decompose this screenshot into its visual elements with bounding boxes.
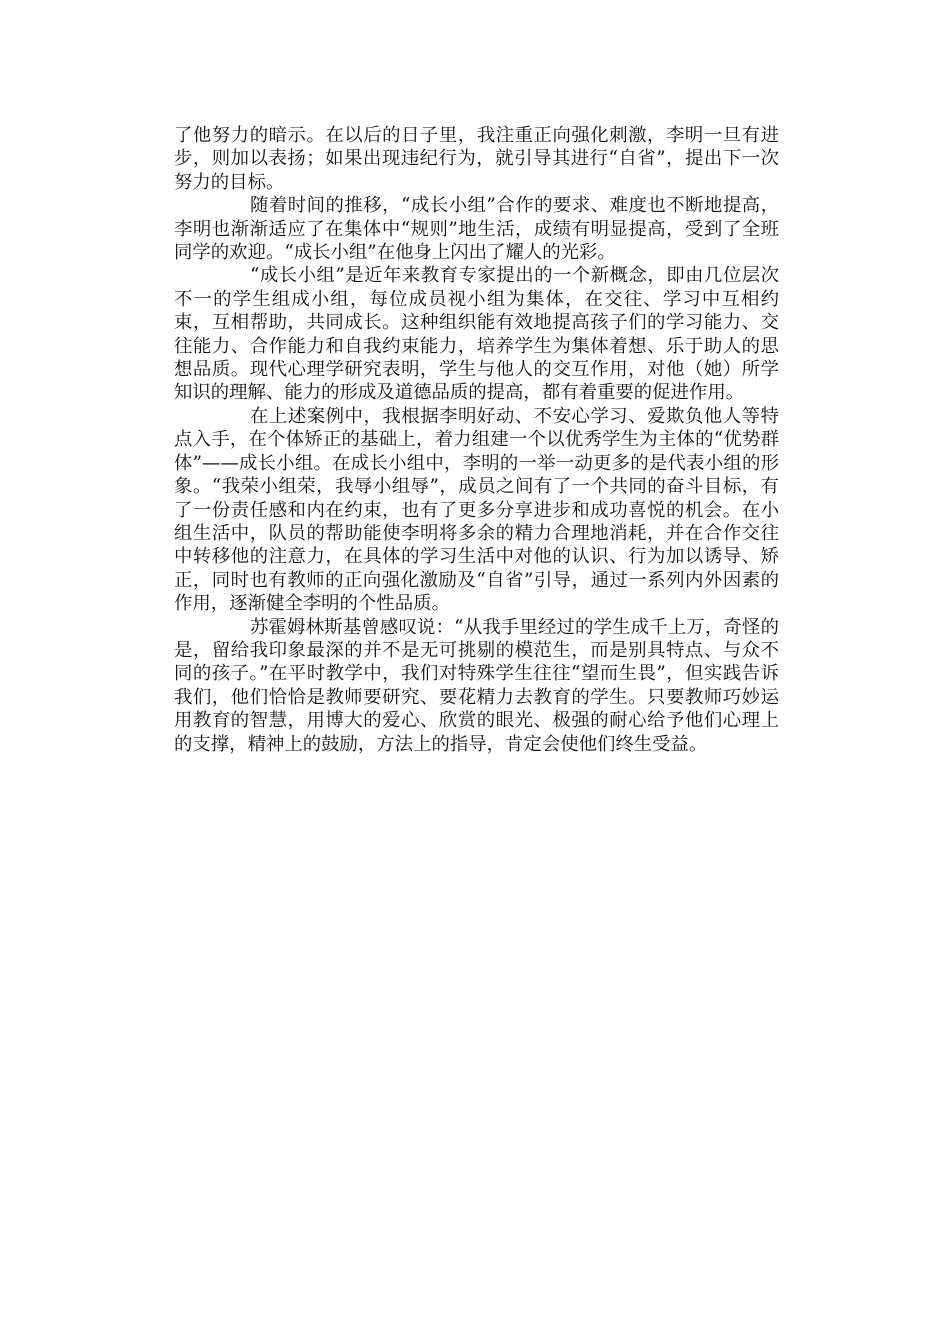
- paragraph-1: 了他努力的暗示。在以后的日子里，我注重正向强化刺激，李明一旦有进步，则加以表扬；如果出现违纪行为，就引导其进行“自省”，提出下一次努力的目标。: [174, 125, 779, 193]
- paragraph-3: “成长小组”是近年来教育专家提出的一个新概念，即由几位层次不一的学生组成小组，每位成员视小组为集体，在交往、学习中互相约束，互相帮助，共同成长。这种组织能有效地提高孩子们的学习能力、交往能力、合作能力和自我约束能力，培养学生为集体着想、乐于助人的思想品质。现代心理学研究表明，学生与他人的交互作用，对他（她）所学知识的理解、能力的形成及道德品质的提高，都有着重要的促进作用。: [174, 265, 779, 404]
- paragraph-2: 随着时间的推移，“成长小组”合作的要求、难度也不断地提高，李明也渐渐适应了在集体中“规则”地生活，成绩有明显提高，受到了全班同学的欢迎。“成长小组”在他身上闪出了耀人的光彩。: [174, 195, 779, 264]
- paragraph-5: 苏霍姆林斯基曾感叹说：“从我手里经过的学生成千上万，奇怪的是，留给我印象最深的并不是无可挑剔的模范生，而是别具特点、与众不同的孩子。”在平时教学中，我们对特殊学生往往“望而生畏”，但实践告诉我们，他们恰恰是教师要研究、要花精力去教育的学生。只要教师巧妙运用教育的智慧，用博大的爱心、欣赏的眼光、极强的耐心给予他们心理上的支撑，精神上的鼓励，方法上的指导，肯定会使他们终生受益。: [174, 616, 779, 755]
- document-body: [174, 124, 779, 756]
- paragraph-4: 在上述案例中，我根据李明好动、不安心学习、爱欺负他人等特点入手，在个体矫正的基础上，着力组建一个以优秀学生为主体的“优势群体”——成长小组。在成长小组中，李明的一举一动更多的是代表小组的形象。“我荣小组荣，我辱小组辱”，成员之间有了一个共同的奋斗目标，有了一份责任感和内在约束，也有了更多分享进步和成功喜悦的机会。在小组生活中，队员的帮助能使李明将多余的精力合理地消耗，并在合作交往中转移他的注意力，在具体的学习生活中对他的认识、行为加以诱导、矫正，同时也有教师的正向强化激励及“自省”引导，通过一系列内外因素的作用，逐渐健全李明的个性品质。: [174, 405, 779, 615]
